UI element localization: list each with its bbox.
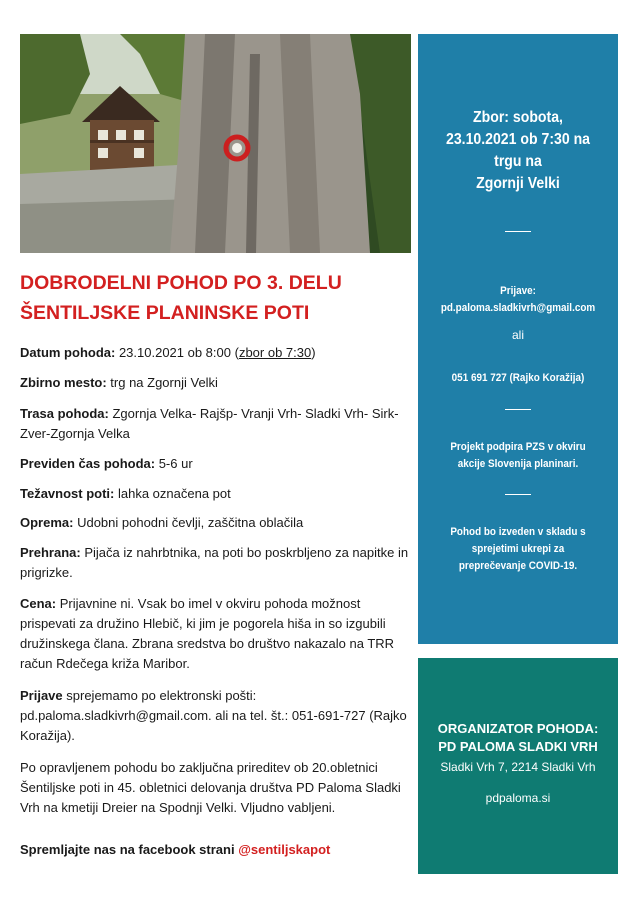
organizer-title-line2: PD PALOMA SLADKI VRH — [438, 739, 598, 754]
detail-trasa — [20, 404, 412, 444]
divider — [505, 231, 531, 232]
prijave-label: Prijave — [20, 688, 63, 703]
detail-cena — [20, 594, 412, 674]
divider — [505, 409, 531, 410]
zbor-line1: Zbor: sobota, — [473, 109, 563, 126]
organizer-website-link[interactable]: pdpaloma.si — [485, 791, 551, 805]
zbirno-value: trg na Zgornji Velki — [106, 375, 218, 390]
sidebar-projekt — [430, 439, 606, 473]
zbirno-label: Zbirno mesto: — [20, 375, 107, 390]
header-photo — [20, 34, 411, 253]
covid-line3: preprečevanje COVID-19. — [458, 560, 578, 572]
organizer-title-line1: ORGANIZATOR POHODA: — [437, 721, 599, 736]
trasa-value: Zgornja Velka- Rajšp- Vranji Vrh- Sladki Vrh- Sirk- Zver-Zgornja Velka — [20, 406, 399, 441]
prehrana-label: Prehrana: — [20, 545, 81, 560]
zbor-line4: Zgornji Velki — [476, 175, 560, 192]
covid-line1: Pohod bo izveden v skladu s — [450, 526, 586, 538]
sidebar-prijave-label: Prijave: — [500, 285, 536, 297]
covid-line2: sprejetimi ukrepi za — [471, 543, 565, 555]
event-title — [20, 268, 415, 328]
sidebar-phone: 051 691 727 (Rajko Koražija) — [451, 372, 585, 384]
tezavnost-value: lahka označena pot — [114, 486, 231, 501]
detail-datum — [20, 343, 412, 363]
event-title-line2: ŠENTILJSKE PLANINSKE POTI — [20, 302, 310, 324]
sidebar-covid — [430, 524, 606, 575]
organizer-title — [422, 720, 614, 756]
detail-zbirno-mesto — [20, 373, 412, 393]
detail-prehrana — [20, 543, 412, 583]
oprema-value: Udobni pohodni čevlji, zaščitna oblačila — [73, 515, 304, 530]
detail-zakljucek: Po opravljenem pohodu bo zaključna prireditev ob 20.obletnici Šentiljske poti in 45. obletnici delovanja društva PD Paloma Sladki Vrh na kmetiji Dreier na Spodnji Velki. Vljudno vabljeni. — [20, 760, 401, 815]
zbor-block — [439, 107, 597, 195]
datum-close: ) — [311, 345, 316, 360]
datum-zbor: zbor ob 7:30 — [238, 345, 312, 360]
datum-label: Datum pohoda: — [20, 345, 116, 360]
event-title-line1: DOBRODELNI POHOD PO 3. DELU — [20, 272, 342, 294]
divider — [505, 494, 531, 495]
projekt-line2: akcije Slovenija planinari. — [457, 458, 579, 470]
organizer-panel — [418, 658, 618, 874]
trasa-label: Trasa pohoda: — [20, 406, 109, 421]
tezavnost-label: Težavnost poti: — [20, 486, 115, 501]
zbor-line2: 23.10.2021 ob 7:30 na — [445, 131, 591, 148]
datum-value: 23.10.2021 ob 8:00 ( — [115, 345, 239, 360]
prehrana-value: Pijača iz nahrbtnika, na poti bo poskrbljeno za napitke in prigrizke. — [20, 545, 409, 580]
prijave-value: sprejemamo po elektronski pošti: pd.paloma.sladkivrh@gmail.com. ali na tel. št.: 051-691-727 (Rajko Koražija). — [20, 688, 407, 743]
facebook-handle-link[interactable]: @sentiljskapot — [238, 842, 331, 857]
detail-cas — [20, 454, 412, 474]
sidebar-prijave-email-link[interactable]: pd.paloma.sladkivrh@gmail.com — [440, 302, 596, 314]
detail-oprema — [20, 513, 412, 533]
organizer-address: Sladki Vrh 7, 2214 Sladki Vrh — [440, 760, 596, 774]
cas-label: Previden čas pohoda: — [20, 456, 156, 471]
facebook-text: Spremljajte nas na facebook strani — [20, 842, 239, 857]
cena-value: Prijavnine ni. Vsak bo imel v okviru pohoda možnost prispevati za družino Hlebič, ki jim je pogorela hiša in so izgubili družinskega člana. Zbrana sredstva bo društvo nakazalo na TRR račun Rdečega križa Maribor. — [20, 596, 395, 671]
detail-prijave — [20, 686, 412, 746]
projekt-line1: Projekt podpira PZS v okviru — [450, 441, 586, 453]
cena-label: Cena: — [20, 596, 57, 611]
sidebar-ali: ali — [511, 328, 524, 342]
facebook-line — [20, 840, 412, 860]
oprema-label: Oprema: — [20, 515, 74, 530]
cas-value: 5-6 ur — [155, 456, 193, 471]
detail-tezavnost — [20, 484, 412, 504]
zbor-line3: trgu na — [494, 153, 542, 170]
sidebar-info-panel — [418, 34, 618, 644]
